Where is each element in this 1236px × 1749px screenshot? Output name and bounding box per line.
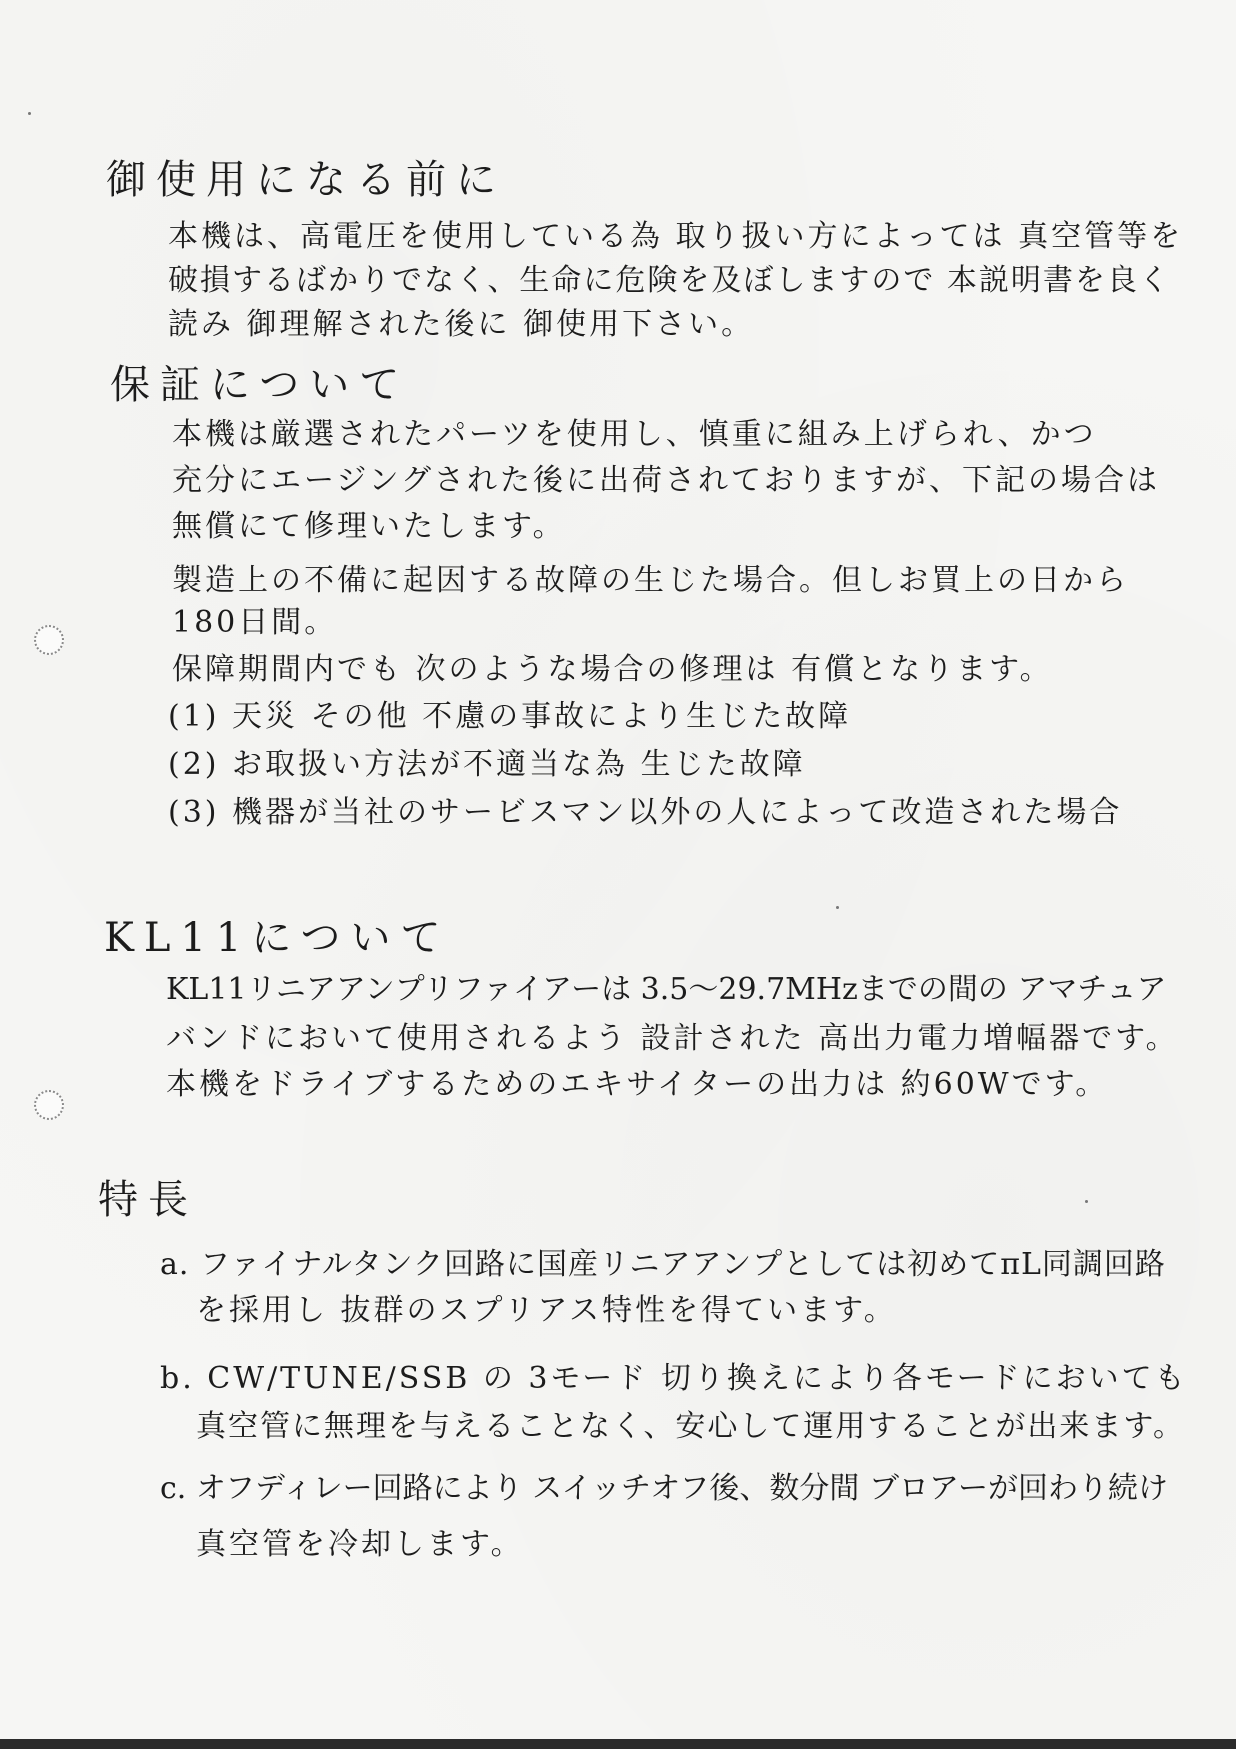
section-line: 無償にて修理いたします。 xyxy=(172,509,566,544)
section-line: 製造上の不備に起因する故障の生じた場合。但しお買上の日から xyxy=(172,563,1129,598)
section-line: (1) 天災 その他 不慮の事故により生じた故障 xyxy=(168,699,852,734)
scan-bottom-edge xyxy=(0,1739,1236,1749)
scan-speck xyxy=(28,112,31,115)
section-line: (2) お取扱い方法が不適当な為 生じた故障 xyxy=(168,747,806,782)
section-line: 充分にエージングされた後に出荷されておりますが、下記の場合は xyxy=(172,463,1161,498)
section-line: 破損するばかりでなく、生命に危険を及ぼしますので 本説明書を良く xyxy=(168,263,1171,298)
scan-speck xyxy=(836,906,839,909)
section-line: KL11リニアアンプリファイアーは 3.5～29.7MHzまでの間の アマチュア xyxy=(166,972,1167,1007)
section-heading-kl11: KL11について xyxy=(104,915,451,961)
scan-speck xyxy=(1085,1200,1088,1203)
section-line: 180日間。 xyxy=(172,605,338,640)
section-line: 保障期間内でも 次のような場合の修理は 有償となります。 xyxy=(172,652,1053,687)
section-line: バンドにおいて使用されるよう 設計された 高出力電力増幅器です。 xyxy=(166,1021,1179,1056)
feature-b-line: 真空管に無理を与えることなく、安心して運用することが出来ます。 xyxy=(196,1409,1185,1444)
section-line: 本機は厳選されたパーツを使用し、慎重に組み上げられ、かつ xyxy=(172,417,1097,452)
section-heading-warranty: 保証について xyxy=(110,362,410,408)
section-heading-before-use: 御使用になる前に xyxy=(106,157,506,203)
section-line: 本機をドライブするためのエキサイターの出力は 約60Wです。 xyxy=(166,1067,1109,1102)
section-line: (3) 機器が当社のサービスマン以外の人によって改造された場合 xyxy=(168,795,1123,830)
section-heading-features: 特長 xyxy=(98,1177,198,1223)
feature-a-line: を採用し 抜群のスプリアス特性を得ています。 xyxy=(196,1293,897,1328)
feature-b-line: b. CW/TUNE/SSB の 3モード 切り換えにより各モードにおいても xyxy=(160,1361,1188,1396)
binder-hole-bottom xyxy=(34,1090,64,1120)
feature-c-line: c. オフディレー回路により スイッチオフ後、数分間 ブロアーが回わり続け xyxy=(160,1471,1169,1506)
feature-c-line: 真空管を冷却します。 xyxy=(196,1527,524,1562)
section-line: 読み 御理解された後に 御使用下さい。 xyxy=(168,307,755,342)
feature-a-line: a. ファイナルタンク回路に国産リニアアンプとしては初めてπL同調回路 xyxy=(160,1247,1166,1282)
binder-hole-top xyxy=(34,625,64,655)
section-line: 本機は、高電圧を使用している為 取り扱い方によっては 真空管等を xyxy=(168,219,1184,254)
